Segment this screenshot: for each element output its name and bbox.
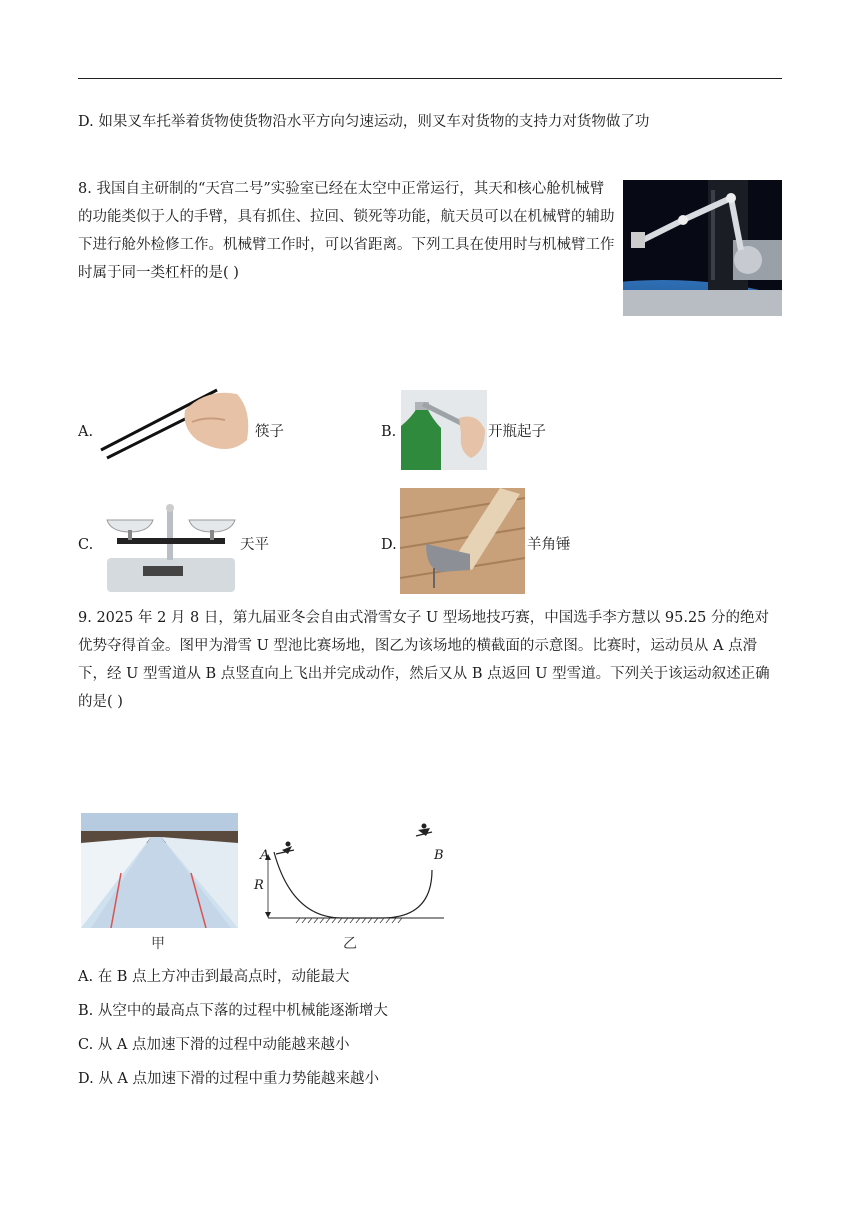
q9-stem: 9. 2025 年 2 月 8 日，第九届亚冬会自由式滑雪女子 U 型场地技巧赛，中国选手李方慧以 95.25 分的绝对优势夺得首金。图甲为滑雪 U 型池比赛场地，图乙为该场地的横截面的示意图。比赛时，运动员从 A 点滑下，经 U 型雪道从 B 点竖直向上飞出并完成动作，然后又从 B 点返回 U 型雪道。下列关于该运动叙述正确的是( ) [78, 610, 770, 710]
q8-option-d-name: 羊角锤 [527, 537, 571, 553]
q9-option-a: A. 在 B 点上方冲击到最高点时，动能最大 [78, 969, 350, 985]
chopsticks-photo [97, 380, 253, 462]
balance-scale-photo [103, 500, 239, 594]
bottle-opener-photo [401, 390, 487, 470]
q7-option-d: D. 如果叉车托举着货物使货物沿水平方向匀速运动，则叉车对货物的支持力对货物做了功 [78, 114, 650, 130]
q8-option-c-letter: C. [78, 537, 94, 553]
claw-hammer-photo [400, 488, 525, 594]
q8-option-a-name: 筷子 [255, 424, 284, 440]
header-rule [78, 78, 782, 79]
halfpipe-photo [81, 813, 238, 928]
point-b-label: B [434, 848, 444, 863]
point-a-label: A [260, 848, 270, 863]
halfpipe-diagram [252, 820, 444, 928]
q9-option-c: C. 从 A 点加速下滑的过程中动能越来越小 [78, 1037, 350, 1053]
q8-stem: 8. 我国自主研制的“天宫二号”实验室已经在太空中正常运行，其天和核心舱机械臂的功能类似于人的手臂，具有抓住、拉回、锁死等功能，航天员可以在机械臂的辅助下进行舱外检修工作。机械臂工作时，可以省距离。下列工具在使用时与机械臂工作时属于同一类杠杆的是( ) [78, 181, 615, 281]
q8-option-a-letter: A. [78, 424, 94, 440]
robotic-arm-photo [623, 180, 782, 316]
q9-option-b: B. 从空中的最高点下落的过程中机械能逐渐增大 [78, 1003, 388, 1019]
figure-caption-yi: 乙 [343, 936, 357, 952]
radius-r-label: R [254, 878, 264, 893]
figure-caption-jia: 甲 [151, 936, 165, 952]
q8-option-b-letter: B. [381, 424, 397, 440]
q9-option-d: D. 从 A 点加速下滑的过程中重力势能越来越小 [78, 1071, 380, 1087]
q8-option-c-name: 天平 [240, 537, 269, 553]
q8-option-d-letter: D. [381, 537, 397, 553]
q8-option-b-name: 开瓶起子 [488, 424, 546, 440]
